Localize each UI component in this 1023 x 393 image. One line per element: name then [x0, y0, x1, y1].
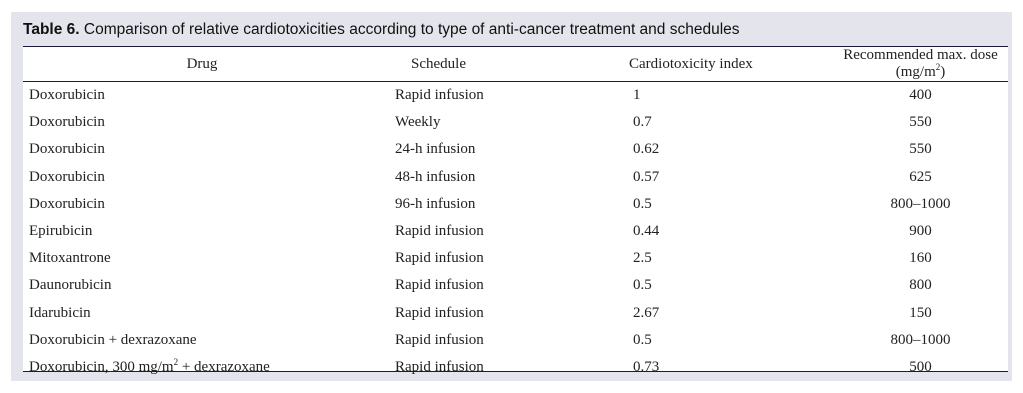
cell-index: 0.57 — [633, 168, 660, 185]
table-caption — [23, 21, 1002, 39]
header-dose-close: ) — [940, 64, 946, 80]
cell-index: 0.44 — [633, 223, 660, 240]
cell-schedule: Rapid infusion — [395, 331, 484, 348]
cell-drug-text: Doxorubicin — [29, 114, 105, 131]
table-row — [23, 136, 1008, 163]
header-index: Cardiotoxicity index — [585, 47, 803, 82]
cell-drug — [23, 272, 381, 299]
cell-drug-text: Epirubicin — [29, 223, 93, 240]
cell-schedule: Rapid infusion — [395, 358, 484, 375]
cell-dose: 550 — [909, 114, 932, 131]
cell-schedule: Rapid infusion — [395, 223, 484, 240]
cell-index: 0.5 — [633, 277, 652, 294]
cell-drug-sup: 2 — [173, 356, 179, 367]
cell-schedule: Weekly — [395, 114, 441, 131]
cell-dose: 800 — [909, 277, 932, 294]
cell-drug-text: Doxorubicin — [29, 87, 105, 104]
cell-dose: 900 — [909, 223, 932, 240]
header-dose-sup: 2 — [935, 62, 941, 72]
cell-dose: 400 — [909, 87, 932, 104]
cell-drug — [23, 82, 381, 110]
cell-drug-text: Doxorubicin — [29, 195, 105, 212]
cell-index: 0.5 — [633, 195, 652, 212]
cell-index: 2.67 — [633, 304, 660, 321]
cell-dose: 800–1000 — [890, 195, 951, 212]
cell-index: 2.5 — [633, 250, 652, 267]
table-row — [23, 300, 1008, 327]
cell-drug — [23, 109, 381, 136]
table-row — [23, 109, 1008, 136]
table-row — [23, 245, 1008, 272]
cell-drug-text: Doxorubicin, 300 mg/m — [29, 358, 174, 375]
cell-drug-suffix: + dexrazoxane — [178, 358, 270, 375]
cell-dose: 500 — [909, 358, 932, 375]
table-row — [23, 272, 1008, 299]
cell-drug — [23, 354, 381, 381]
cell-schedule: 48-h infusion — [395, 168, 476, 185]
cell-drug — [23, 164, 381, 191]
cell-schedule: Rapid infusion — [395, 277, 484, 294]
table-row — [23, 354, 1008, 381]
cell-drug — [23, 327, 381, 354]
cell-schedule: Rapid infusion — [395, 304, 484, 321]
cell-drug — [23, 218, 381, 245]
cell-drug-text: Doxorubicin + dexrazoxane — [29, 331, 197, 348]
cell-schedule: 96-h infusion — [395, 195, 476, 212]
header-dose-text: Recommended max. dose (mg/m — [843, 47, 998, 80]
cell-schedule: Rapid infusion — [395, 87, 484, 104]
table-body — [23, 82, 1008, 382]
cell-drug-text: Doxorubicin — [29, 168, 105, 185]
cell-drug — [23, 300, 381, 327]
table-row — [23, 82, 1008, 110]
cell-drug — [23, 245, 381, 272]
cardiotoxicity-table — [23, 47, 1008, 381]
cell-dose: 150 — [909, 304, 932, 321]
table-panel — [11, 12, 1012, 381]
cell-dose: 550 — [909, 141, 932, 158]
caption-label: Table 6. — [23, 21, 80, 38]
cell-index: 0.73 — [633, 358, 660, 375]
cell-drug-text: Doxorubicin — [29, 141, 105, 158]
cell-index: 1 — [633, 87, 641, 104]
cell-schedule: 24-h infusion — [395, 141, 476, 158]
cell-drug — [23, 191, 381, 218]
header-row — [23, 47, 1008, 82]
table-row — [23, 191, 1008, 218]
header-drug: Drug — [23, 47, 381, 82]
cell-drug-text: Mitoxantrone — [29, 250, 111, 267]
header-schedule: Schedule — [381, 47, 585, 82]
cell-dose: 800–1000 — [890, 331, 951, 348]
cell-drug-text: Daunorubicin — [29, 277, 112, 294]
table-container — [23, 46, 1008, 375]
cell-dose: 625 — [909, 168, 932, 185]
cell-drug — [23, 136, 381, 163]
caption-text: Comparison of relative cardiotoxicities according to type of anti-cancer treatment and schedules — [79, 21, 740, 38]
cell-dose: 160 — [909, 250, 932, 267]
cell-index: 0.5 — [633, 331, 652, 348]
cell-schedule: Rapid infusion — [395, 250, 484, 267]
header-dose — [803, 47, 1008, 82]
table-row — [23, 218, 1008, 245]
cell-index: 0.62 — [633, 141, 660, 158]
cell-drug-text: Idarubicin — [29, 304, 91, 321]
table-row — [23, 164, 1008, 191]
table-row — [23, 327, 1008, 354]
cell-index: 0.7 — [633, 114, 652, 131]
